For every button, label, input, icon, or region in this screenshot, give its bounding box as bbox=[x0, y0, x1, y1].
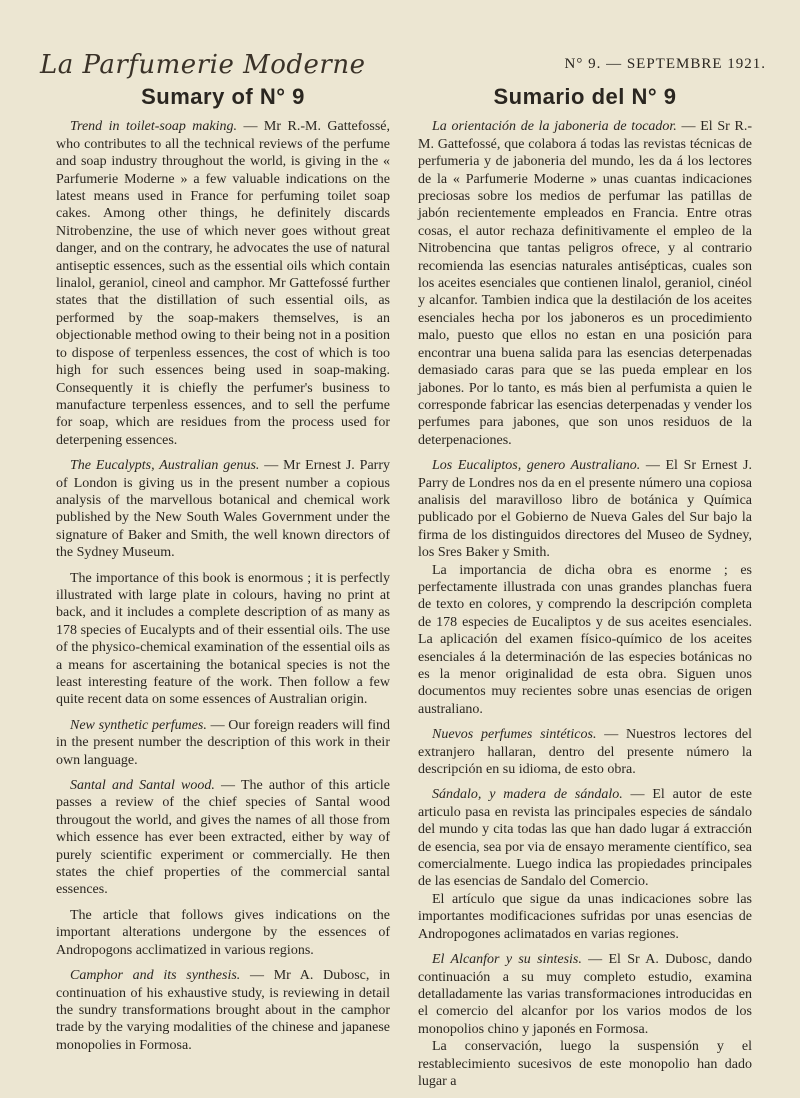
masthead bbox=[30, 50, 770, 84]
paragraph: Nuevos perfumes sintéticos. — Nuestros lectores del extranjero hallaran, dentro del presente número la descripción en su idioma, de esto obra. bbox=[418, 727, 752, 778]
paragraph: El artículo que sigue da unas indicaciones sobre las importantes modificaciones sufridas por unas esencias de Andropogones aclimatados en varias regiones. bbox=[418, 891, 752, 942]
paragraph: Camphor and its synthesis. — Mr A. Dubosc, in continuation of his exhaustive study, is reviewing in detail the sundry transformations brought about in the camphor trade by the varying modalities of the chinese and japanese monopolies in Formosa. bbox=[56, 968, 390, 1053]
paragraph: Santal and Santal wood. — The author of this article passes a review of the chief species of Santal wood througout the world, and gives the names of all those from which essence has ever been extracted, either by way of purely scientific experiment or commercially. He then states the chief properties of the commercial santal essences. bbox=[56, 778, 391, 898]
paragraph: The Eucalypts, Australian genus. — Mr Ernest J. Parry of London is giving us in the present number a copious analysis of the marvellous botanical and chemical work published by the New South Wales Government under the signature of Baker and Smith, the well known directors of the Sydney Museum. bbox=[56, 458, 390, 561]
paragraph: Trend in toilet-soap making. — Mr R.-M. Gattefossé, who contributes to all the technical reviews of the perfume and soap industry throughout the world, is giving in the « Parfumerie Moderne » a few valuable indications on the latest means used in France for perfuming toilet soap cakes. Among other things, he definitely discards Nitrobenzine, the use of which never goes without great danger, and on the contrary, he advocates the use of natural antiseptic essences, such as the essential oils which contain linalol, geraniol, cineol and camphor. Mr Gattefossé further states that the distillation of such essential oils, as performed by the soap-makers themselves, is an objectionable method owing to their being not in a position to dispose of terpenless essences, the cost of which is too high for such essences being used in soap-making. Consequently it is chiefly the perfumer's business to manufacture terpenless essences, and to sell the perfume for soap, which are residues from the process used for deterpening essences. bbox=[56, 119, 390, 448]
paragraph: New synthetic perfumes. — Our foreign readers will find in the present number the description of this work in their own language. bbox=[56, 717, 390, 768]
paragraph: Sándalo, y madera de sándalo. — El autor de este articulo pasa en revista las principales especies de sándalo del mundo y cita todas las que han dado lugar á extracción de esencia, sea por via de ensayo meramente científico, sea comercialmente. Luego indica las propiedades principales de las esencias de Sandalo del Comercio. bbox=[418, 787, 753, 890]
magazine-title: La Parfumerie Moderne bbox=[40, 50, 366, 80]
english-summary-column bbox=[56, 84, 391, 1062]
paragraph: The article that follows gives indications on the important alterations undergone by the essences of Andropogons acclimatized in various regions. bbox=[56, 907, 390, 958]
english-summary-title: Sumary of N° 9 bbox=[141, 84, 305, 109]
paragraph: Los Eucaliptos, genero Australiano. — El Sr Ernest J. Parry de Londres nos da en el presente número una copiosa analisis del maravilloso libro de botánica y Química publicado por el Gobierno de Nueva Gales del Sur bajo la firma de los distinguidos directores del Museo de Sydney, los Sres Baker y Smith. bbox=[418, 458, 752, 561]
spanish-summary-column bbox=[418, 84, 753, 1098]
paragraph: La importancia de dicha obra es enorme ; es perfectamente illustrada con unas grandes planchas fuera de texto en colores, y comprendo la descripción completa de 178 especies de Eucaliptos y de sus aceites esenciales. La aplicación del examen físico-químico de los aceites esenciales á la determinación de las especies botánicas no es la menor originalidad de esta obra. Siguen unos documentos muy recientes sobre unas esencias de origen australiano. bbox=[418, 562, 752, 717]
paragraph: El Alcanfor y su sintesis. — El Sr A. Dubosc, dando continuación a su muy completo estudio, examina detalladamente las varias transformaciones introducidas en el comercio del alcanfor por los varios modos de los monopolios chino y japonés en Formosa. bbox=[418, 952, 752, 1037]
spanish-summary-title: Sumario del N° 9 bbox=[493, 84, 677, 109]
issue-number: N° 9. — SEPTEMBRE 1921. bbox=[564, 56, 766, 72]
paragraph: La conservación, luego la suspensión y el restablecimiento sucesivos de este monopolio han dado lugar a bbox=[418, 1039, 752, 1089]
paragraph: The importance of this book is enormous ; it is perfectly illustrated with large plate in colours, having no print at back, and it includes a complete description of as many as 178 species of Eucalypts and of their essential oils. The use of the physico-chemical examination of the essential oils as a means for ascertaining the botanical species is not the least interesting feature of the work. Then follow a few quite recent data on some essences of Australian origin. bbox=[56, 570, 390, 708]
paragraph: La orientación de la jaboneria de tocador. — El Sr R.-M. Gattefossé, que colabora á todas las revistas técnicas de perfumeria y de jaboneria del mundo, les da á los lectores de la « Parfumerie Moderne » unas cuantas indicaciones preciosas sobre los medios de perfumar las patillas de jabón recientemente empleados en Francia. Entre otras cosas, el autor rechaza definitivamente el empleo de la Nitrobencina que tantas peligros ofrece, y al contrario recomienda las esencias naturales antisépticas, cuales son los aceites esenciales que contienen linalol, geraniol, cinéol y alcanfor. Tambien indica que la destilación de los aceites esenciales hecha por los jaboneros es un procedimiento malo, puesto que ellos no estan en una posición para encontrar una buena salida para las esencias deterpenadas demasiado caras para que se las pueda emplear en los jabones. Por lo tanto, es más bien al perfumista a quien le corresponde fabricar las esencias deterpenadas y vender los perfumes para jabones, que son unos residuos de la deterpenaciones. bbox=[418, 119, 753, 448]
